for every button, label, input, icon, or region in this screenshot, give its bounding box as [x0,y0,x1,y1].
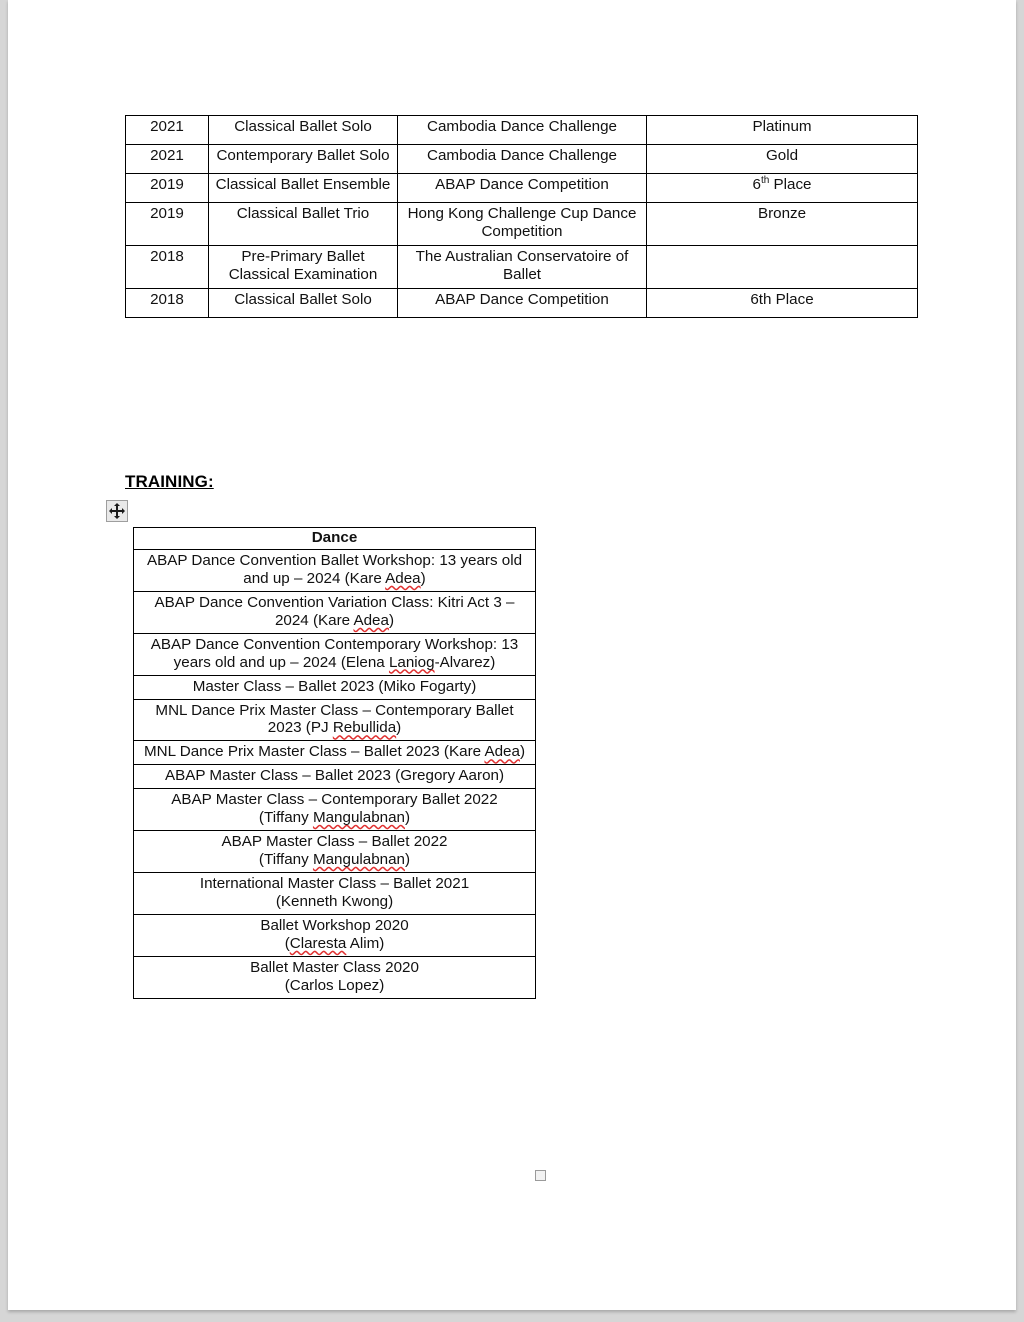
table-row [126,203,918,246]
training-table [133,527,536,999]
training-entry-cell: ABAP Master Class – Ballet 2022 (Tiffany Mangulabnan) [134,831,536,873]
table-row [134,675,536,699]
spellcheck-word: Mangulabnan [312,851,405,869]
award-event-cell: ABAP Dance Competition [398,288,647,317]
table-row [126,288,918,317]
training-entry-cell: ABAP Dance Convention Ballet Workshop: 13 years old and up – 2024 (Kare Adea) [134,549,536,591]
table-row [126,245,918,288]
award-title-cell: Contemporary Ballet Solo [209,145,398,174]
award-result-cell: 6th Place [647,174,918,203]
training-entry-cell: International Master Class – Ballet 2021 (Kenneth Kwong) [134,873,536,915]
table-row [126,116,918,145]
table-row [134,549,536,591]
award-result-cell [647,245,918,288]
table-header-row [134,528,536,550]
table-row [134,591,536,633]
spellcheck-word: Claresta [289,934,347,952]
table-row [126,174,918,203]
training-entry-cell: MNL Dance Prix Master Class – Ballet 2023 (Kare Adea) [134,741,536,765]
ordinal-suffix: th [760,174,770,186]
table-row [134,956,536,998]
award-year-cell: 2018 [126,245,209,288]
table-row [134,633,536,675]
award-result-cell: Gold [647,145,918,174]
training-entry-cell: ABAP Master Class – Contemporary Ballet 2022 (Tiffany Mangulabnan) [134,789,536,831]
training-table-header-dance: Dance [134,528,536,550]
award-title-cell: Classical Ballet Solo [209,288,398,317]
award-year-cell: 2018 [126,288,209,317]
award-event-cell: Hong Kong Challenge Cup Dance Competition [398,203,647,246]
training-entry-cell: Ballet Master Class 2020 (Carlos Lopez) [134,956,536,998]
table-resize-handle[interactable] [535,1170,546,1181]
training-entry-cell: ABAP Master Class – Ballet 2023 (Gregory Aaron) [134,765,536,789]
award-year-cell: 2021 [126,116,209,145]
award-title-cell: Classical Ballet Trio [209,203,398,246]
spellcheck-word: Adea [353,611,389,629]
award-year-cell: 2019 [126,203,209,246]
table-row [134,914,536,956]
table-row [134,699,536,741]
award-result-cell: Platinum [647,116,918,145]
award-title-cell: Classical Ballet Solo [209,116,398,145]
spellcheck-word: Mangulabnan [312,809,405,827]
training-entry-cell: Ballet Workshop 2020 (Claresta Alim) [134,914,536,956]
spellcheck-word: Adea [484,743,520,761]
training-entry-cell: Master Class – Ballet 2023 (Miko Fogarty) [134,675,536,699]
table-move-handle[interactable] [106,500,128,522]
training-entry-cell: ABAP Dance Convention Contemporary Workshop: 13 years old and up – 2024 (Elena Laniog-Alvarez) [134,633,536,675]
training-section-heading: TRAINING: [125,472,214,491]
table-row [134,873,536,915]
training-entry-cell: ABAP Dance Convention Variation Class: Kitri Act 3 – 2024 (Kare Adea) [134,591,536,633]
award-year-cell: 2019 [126,174,209,203]
spellcheck-word: Rebullida [332,719,397,737]
spellcheck-word: Adea [385,569,421,587]
award-title-cell: Classical Ballet Ensemble [209,174,398,203]
award-title-cell: Pre-Primary Ballet Classical Examination [209,245,398,288]
table-row [126,145,918,174]
training-entry-cell: MNL Dance Prix Master Class – Contemporary Ballet 2023 (PJ Rebullida) [134,699,536,741]
award-result-cell: Bronze [647,203,918,246]
award-event-cell: ABAP Dance Competition [398,174,647,203]
table-row [134,765,536,789]
table-row [134,831,536,873]
award-result-cell: 6th Place [647,288,918,317]
award-event-cell: The Australian Conservatoire of Ballet [398,245,647,288]
move-cross-icon [107,501,127,521]
award-year-cell: 2021 [126,145,209,174]
awards-and-competitions-table [125,115,918,318]
document-page [8,0,1016,1310]
table-row [134,789,536,831]
spellcheck-word: Laniog [388,653,435,671]
award-event-cell: Cambodia Dance Challenge [398,116,647,145]
award-event-cell: Cambodia Dance Challenge [398,145,647,174]
table-row [134,741,536,765]
